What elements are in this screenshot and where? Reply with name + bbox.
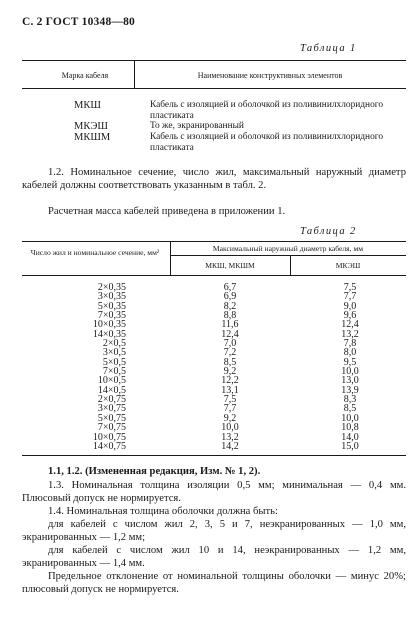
table2-section-cell: 10×0,5 bbox=[97, 375, 126, 387]
table2-header-mksh: МКШ, МКШМ bbox=[205, 261, 255, 270]
table2-caption: Таблица 2 bbox=[300, 226, 357, 237]
table2-mkesh-cell: 9,6 bbox=[343, 310, 357, 322]
table2-group-rule bbox=[170, 255, 406, 256]
table2-mkesh-cell: 7,7 bbox=[343, 291, 357, 303]
table1-header-rule bbox=[22, 88, 406, 89]
table2-section-cell: 3×0,5 bbox=[102, 347, 126, 359]
table2-mkesh-cell: 13,0 bbox=[341, 375, 359, 387]
table2-mkesh-cell: 10,0 bbox=[341, 366, 359, 378]
table2-section-cell: 3×0,35 bbox=[97, 291, 126, 303]
table1-code-1: МКШ bbox=[74, 100, 101, 111]
table2-col-divider-2 bbox=[290, 255, 291, 275]
table2-mkesh-cell: 8,3 bbox=[343, 394, 357, 406]
table2-section-cell: 7×0,75 bbox=[97, 422, 126, 434]
table2-mksh-cell: 13,2 bbox=[221, 431, 239, 443]
paragraph-1-2: 1.2. Номинальное сечение, число жил, максимальный наружный диаметр кабелей должны соответствовать указанным в табл. 2. bbox=[22, 167, 406, 191]
table2-mksh-cell: 8,2 bbox=[223, 300, 237, 312]
table2-mkesh-cell: 14,0 bbox=[341, 431, 359, 443]
table2-mksh-cell: 12,4 bbox=[221, 328, 239, 340]
table2-section-cell: 2×0,75 bbox=[97, 394, 126, 406]
table1-header-code: Марка кабеля bbox=[61, 71, 109, 80]
table2-mksh-cell: 6,9 bbox=[223, 291, 237, 303]
table1-desc-2: То же, экранированный bbox=[150, 121, 244, 131]
table2-mksh-cell: 7,0 bbox=[223, 338, 237, 350]
table2-section-cell: 5×0,35 bbox=[97, 300, 126, 312]
table2-header-mkesh: МКЭШ bbox=[335, 261, 361, 270]
paragraph-shell-2-7: для кабелей с числом жил 2, 3, 5 и 7, неэкранированных — 1,0 мм, экранированных — 1,2 мм; bbox=[22, 519, 406, 543]
table2-section-cell: 14×0,75 bbox=[92, 440, 126, 452]
table2-section-cell: 2×0,35 bbox=[97, 282, 126, 293]
table1-desc-1: Кабель с изоляцией и оболочкой из поливинилхлоридного пластиката bbox=[150, 100, 384, 121]
table2-mksh-cell: 12,2 bbox=[221, 375, 239, 387]
table2-mkesh-cell: 13,9 bbox=[341, 384, 359, 396]
table1-code-3: МКШМ bbox=[74, 132, 111, 143]
table2-mksh-cell: 9,2 bbox=[223, 412, 237, 424]
table2-mksh-cell: 7,7 bbox=[223, 403, 237, 415]
table2-section-cell: 5×0,5 bbox=[102, 356, 126, 368]
table2-mkesh-cell: 7,5 bbox=[343, 282, 357, 293]
paragraph-deviation: Предельное отклонение от номинальной толщины оболочки — минус 20%; плюсовый допуск не нормируется. bbox=[22, 571, 406, 595]
paragraph-1-3: 1.3. Номинальная толщина изоляции 0,5 мм; минимальная — 0,4 мм. Плюсовый допуск не нормируется. bbox=[22, 480, 406, 504]
table2-mkesh-cell: 13,2 bbox=[341, 328, 359, 340]
table2-mksh-cell: 9,2 bbox=[223, 366, 237, 378]
table2-mksh-cell: 14,2 bbox=[221, 440, 239, 452]
table2-section-cell: 14×0,35 bbox=[92, 328, 126, 340]
table2-section-cell: 10×0,35 bbox=[92, 319, 126, 331]
table2-mksh-cell: 7,2 bbox=[223, 347, 237, 359]
table2-mksh-cell: 10,0 bbox=[221, 422, 239, 434]
table2-header-rule bbox=[22, 275, 406, 276]
table2-mkesh-column bbox=[300, 283, 400, 451]
paragraph-mass: Расчетная масса кабелей приведена в приложении 1. bbox=[48, 206, 286, 217]
table1-caption: Таблица 1 bbox=[300, 43, 357, 54]
table2-mkesh-cell: 12,4 bbox=[341, 319, 359, 331]
table2-section-column bbox=[40, 283, 126, 451]
table2-mkesh-cell: 7,8 bbox=[343, 338, 357, 350]
table2-section-cell: 2×0,5 bbox=[102, 338, 126, 350]
table2-col-divider-1 bbox=[170, 241, 171, 275]
table2-mksh-column bbox=[180, 283, 280, 451]
table2-section-cell: 14×0,5 bbox=[97, 384, 126, 396]
table2-section-cell: 10×0,75 bbox=[92, 431, 126, 443]
paragraph-amendment: 1.1, 1.2. (Измененная редакция, Изм. № 1, 2). bbox=[48, 466, 261, 477]
paragraph-shell-10-14: для кабелей с числом жил 10 и 14, неэкранированных — 1,2 мм, экранированных — 1,4 мм. bbox=[22, 545, 406, 569]
table2-bottom-rule bbox=[22, 455, 406, 456]
table1-header-desc: Наименование конструктивных элементов bbox=[197, 71, 343, 80]
table2-mkesh-cell: 9,5 bbox=[343, 356, 357, 368]
table2-section-cell: 3×0,75 bbox=[97, 403, 126, 415]
table2-mksh-cell: 8,8 bbox=[223, 310, 237, 322]
table2-mkesh-cell: 8,0 bbox=[343, 347, 357, 359]
table2-mksh-cell: 13,1 bbox=[221, 384, 239, 396]
table2-mksh-cell: 7,5 bbox=[223, 394, 237, 406]
table2-mkesh-cell: 8,5 bbox=[343, 403, 357, 415]
table2-section-cell: 5×0,75 bbox=[97, 412, 126, 424]
table1-top-rule bbox=[22, 60, 406, 61]
table2-mkesh-cell: 10,8 bbox=[341, 422, 359, 434]
table2-mkesh-cell: 10,0 bbox=[341, 412, 359, 424]
table1-code-2: МКЭШ bbox=[74, 121, 108, 132]
table1-desc-3: Кабель с изоляцией и оболочкой из поливинилхлоридного пластиката bbox=[150, 132, 384, 153]
table2-top-rule bbox=[22, 241, 406, 242]
page-header: С. 2 ГОСТ 10348—80 bbox=[22, 16, 135, 28]
table2-mksh-cell: 6,7 bbox=[223, 282, 237, 293]
table2-mkesh-cell: 9,0 bbox=[343, 300, 357, 312]
table2-section-cell: 7×0,5 bbox=[102, 366, 126, 378]
table2-mksh-cell: 8,5 bbox=[223, 356, 237, 368]
table2-mkesh-cell: 15,0 bbox=[341, 440, 359, 452]
paragraph-1-4: 1.4. Номинальная толщина оболочки должна быть: bbox=[48, 506, 278, 517]
table2-section-cell: 7×0,35 bbox=[97, 310, 126, 322]
table2-header-group: Максимальный наружный диаметр кабеля, мм bbox=[212, 244, 364, 253]
table1-col-divider bbox=[134, 60, 135, 88]
table2-header-section: Число жил и номинальное сечение, мм² bbox=[30, 248, 160, 257]
table2-mksh-cell: 11,6 bbox=[221, 319, 239, 331]
